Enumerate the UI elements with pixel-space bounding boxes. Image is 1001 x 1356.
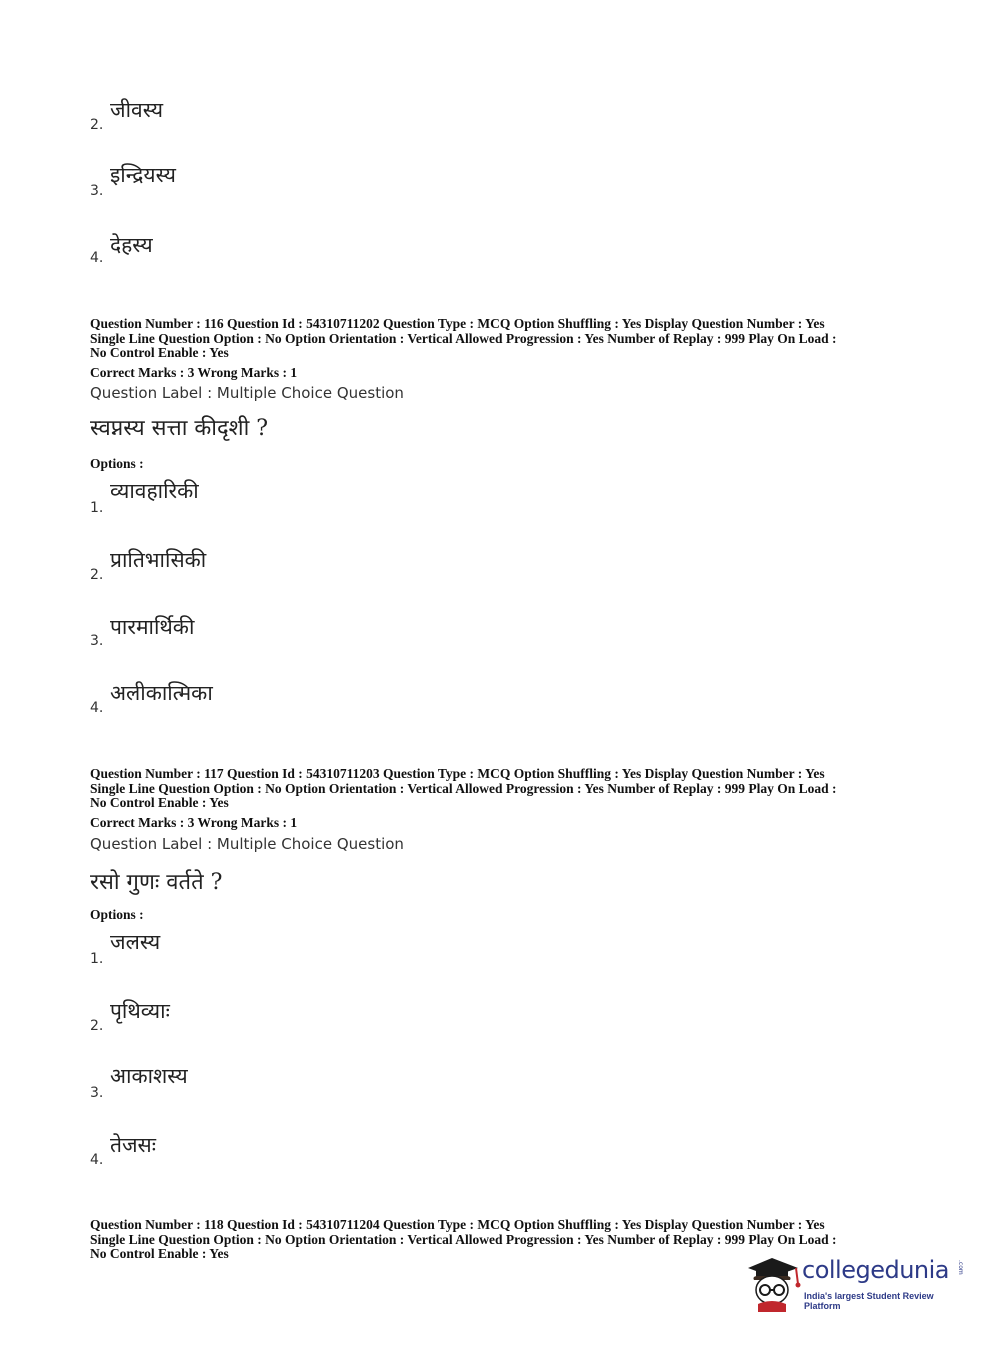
option-text[interactable]: जलस्य bbox=[110, 930, 161, 954]
question-marks: Correct Marks : 3 Wrong Marks : 1 bbox=[90, 815, 298, 830]
option-text[interactable]: जीवस्य bbox=[110, 98, 164, 122]
question-marks: Correct Marks : 3 Wrong Marks : 1 bbox=[90, 365, 298, 380]
option-number: 2. bbox=[90, 117, 104, 133]
option-text[interactable]: देहस्य bbox=[110, 233, 153, 257]
meta-line: Question Number : 118 Question Id : 54310711204 Question Type : MCQ Option Shuffling : Yes Display Question Number : Yes bbox=[90, 1217, 825, 1232]
option-text[interactable]: आकाशस्य bbox=[110, 1064, 188, 1088]
option-text[interactable]: अलीकात्मिका bbox=[110, 681, 213, 705]
option-number: 4. bbox=[90, 250, 104, 266]
meta-line: Single Line Question Option : No Option Orientation : Vertical Allowed Progression : Yes Number of Replay : 999 Play On Load : bbox=[90, 1231, 837, 1247]
question-label: Question Label : Multiple Choice Question bbox=[90, 835, 404, 853]
question-label: Question Label : Multiple Choice Question bbox=[90, 384, 404, 402]
option-number: 1. bbox=[90, 500, 104, 516]
option-text[interactable]: तेजसः bbox=[110, 1133, 156, 1157]
meta-line: Question Number : 116 Question Id : 54310711202 Question Type : MCQ Option Shuffling : Yes Display Question Number : Yes bbox=[90, 316, 825, 331]
option-text[interactable]: इन्द्रियस्य bbox=[110, 163, 176, 187]
meta-line: No Control Enable : Yes bbox=[90, 795, 229, 810]
meta-line: Single Line Question Option : No Option Orientation : Vertical Allowed Progression : Yes Number of Replay : 999 Play On Load : bbox=[90, 780, 837, 796]
option-text[interactable]: पृथिव्याः bbox=[110, 999, 170, 1023]
option-number: 4. bbox=[90, 700, 104, 716]
option-number: 3. bbox=[90, 1085, 104, 1101]
logo-tagline: India's largest Student Review Platform bbox=[804, 1291, 934, 1311]
option-number: 1. bbox=[90, 951, 104, 967]
logo-wordmark: collegedunia bbox=[802, 1256, 950, 1284]
options-header: Options : bbox=[90, 907, 144, 922]
logo-suffix: .com bbox=[957, 1260, 964, 1275]
meta-line: Single Line Question Option : No Option Orientation : Vertical Allowed Progression : Yes Number of Replay : 999 Play On Load : bbox=[90, 330, 837, 346]
option-number: 2. bbox=[90, 567, 104, 583]
options-header: Options : bbox=[90, 456, 144, 471]
option-text[interactable]: प्रातिभासिकी bbox=[110, 548, 207, 572]
collegedunia-logo[interactable] bbox=[742, 1250, 972, 1312]
option-number: 2. bbox=[90, 1018, 104, 1034]
meta-line: No Control Enable : Yes bbox=[90, 1246, 229, 1261]
meta-line: Question Number : 117 Question Id : 54310711203 Question Type : MCQ Option Shuffling : Yes Display Question Number : Yes bbox=[90, 766, 825, 781]
question-meta bbox=[90, 317, 910, 361]
option-number: 3. bbox=[90, 183, 104, 199]
question-text: रसो गुणः वर्तते ? bbox=[90, 870, 223, 895]
mascot-icon bbox=[742, 1250, 802, 1312]
option-number: 3. bbox=[90, 633, 104, 649]
option-text[interactable]: पारमार्थिकी bbox=[110, 615, 195, 639]
meta-line: No Control Enable : Yes bbox=[90, 345, 229, 360]
option-text[interactable]: व्यावहारिकी bbox=[110, 479, 199, 503]
question-text: स्वप्नस्य सत्ता कीदृशी ? bbox=[90, 416, 269, 441]
question-meta bbox=[90, 767, 910, 811]
option-number: 4. bbox=[90, 1152, 104, 1168]
